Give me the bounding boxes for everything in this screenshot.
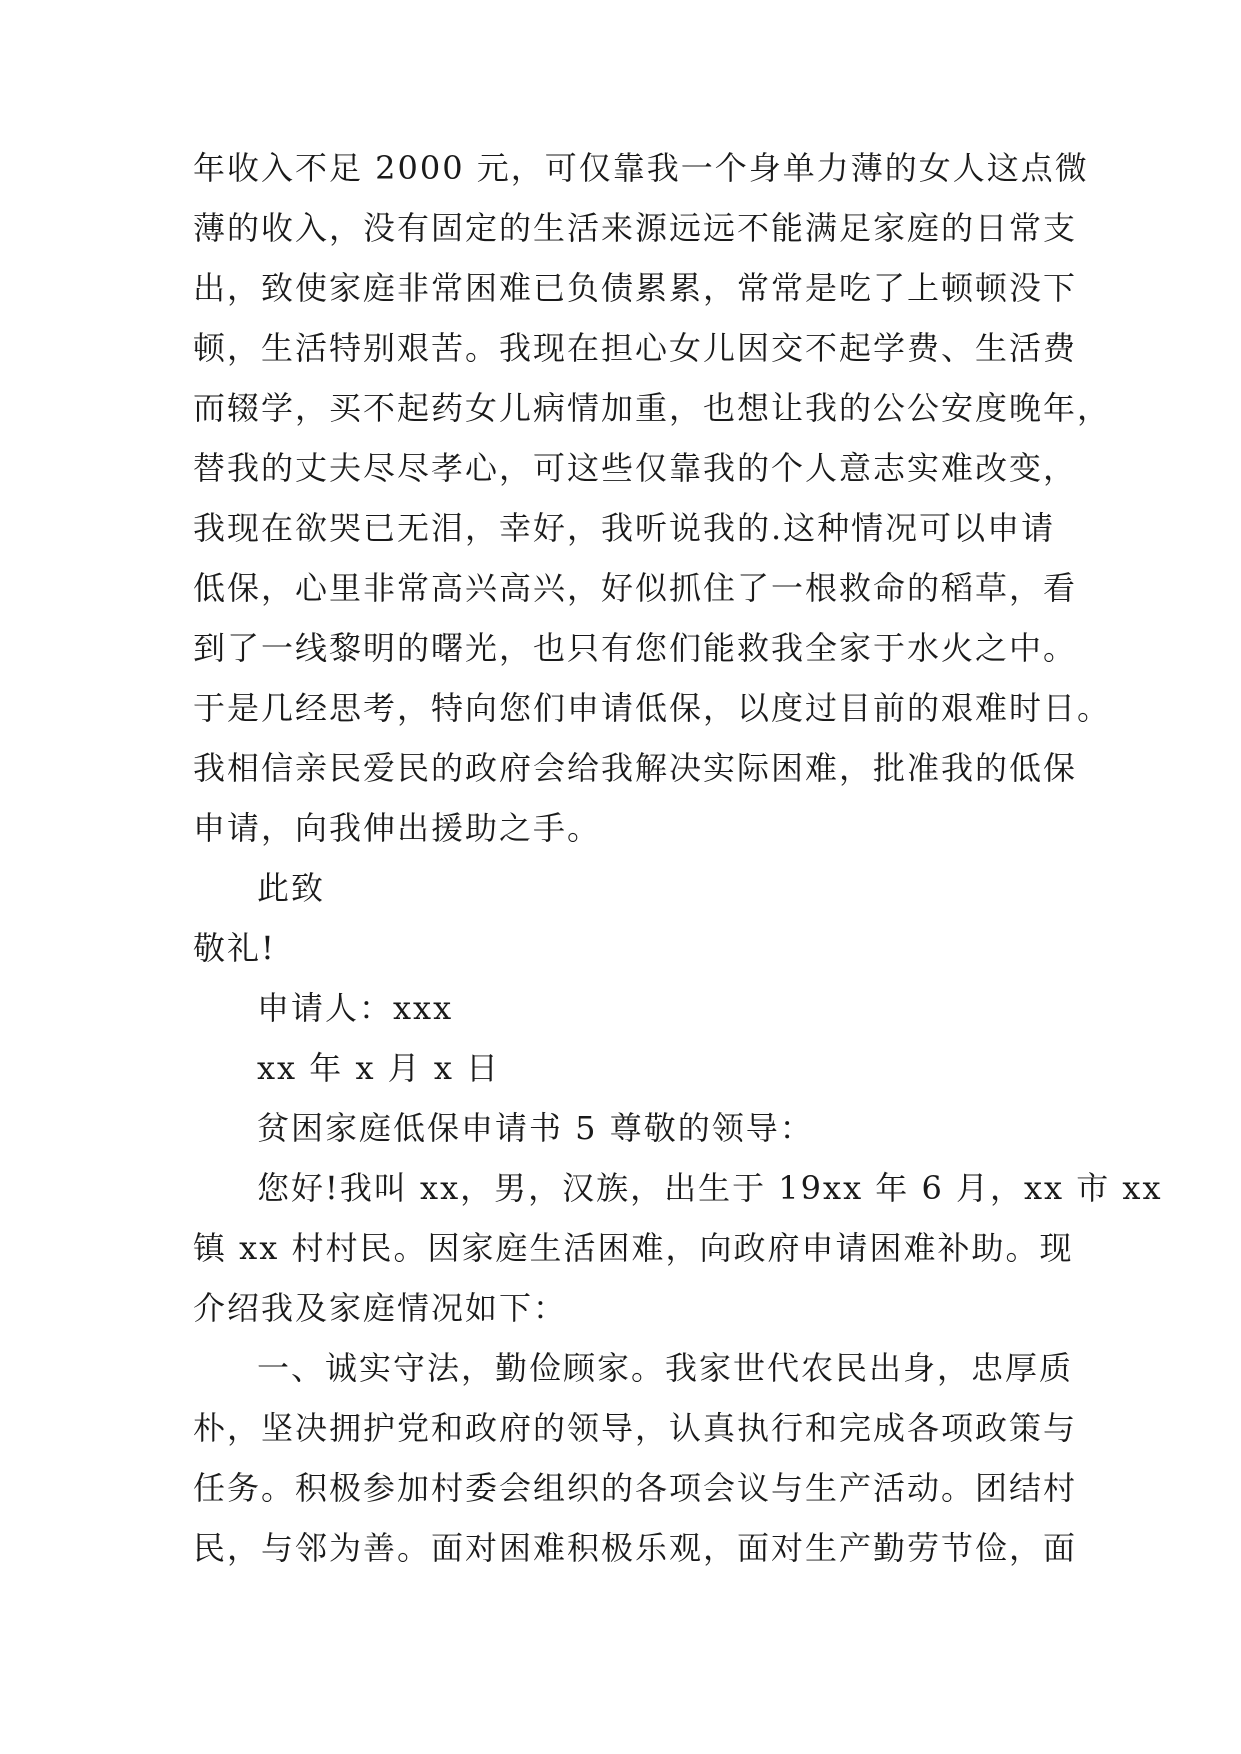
text-line: 申请，向我伸出援助之手。 — [193, 809, 602, 847]
text-line: 顿，生活特别艰苦。我现在担心女儿因交不起学费、生活费 — [193, 329, 1078, 367]
text-line: 介绍我及家庭情况如下： — [193, 1289, 568, 1327]
text-line: 您好!我叫 xx，男，汉族，出生于 19xx 年 6 月，xx 市 xx — [257, 1169, 1163, 1207]
closing-salutation: 此致 — [257, 869, 326, 907]
text-line: 年收入不足 2000 元，可仅靠我一个身单力薄的女人这点微 — [193, 149, 1089, 187]
text-line: 薄的收入，没有固定的生活来源远远不能满足家庭的日常支 — [193, 209, 1078, 247]
applicant-signature: 申请人：xxx — [257, 989, 454, 1027]
section-heading: 贫困家庭低保申请书 5 尊敬的领导： — [257, 1109, 814, 1147]
signature-date: xx 年 x 月 x 日 — [257, 1049, 501, 1087]
closing-regards: 敬礼! — [193, 929, 276, 967]
text-line: 而辍学，买不起药女儿病情加重，也想让我的公公安度晚年， — [193, 389, 1112, 427]
text-line: 于是几经思考，特向您们申请低保，以度过目前的艰难时日。 — [193, 689, 1112, 727]
text-line: 民，与邻为善。面对困难积极乐观，面对生产勤劳节俭，面 — [193, 1529, 1078, 1567]
text-line: 朴，坚决拥护党和政府的领导，认真执行和完成各项政策与 — [193, 1409, 1078, 1447]
text-line: 低保，心里非常高兴高兴，好似抓住了一根救命的稻草，看 — [193, 569, 1078, 607]
text-line: 到了一线黎明的曙光，也只有您们能救我全家于水火之中。 — [193, 629, 1078, 667]
text-line: 一、诚实守法，勤俭顾家。我家世代农民出身，忠厚质 — [257, 1349, 1074, 1387]
text-line: 替我的丈夫尽尽孝心，可这些仅靠我的个人意志实难改变， — [193, 449, 1078, 487]
text-line: 出，致使家庭非常困难已负债累累，常常是吃了上顿顿没下 — [193, 269, 1078, 307]
text-line: 我现在欲哭已无泪，幸好，我听说我的.这种情况可以申请 — [193, 509, 1056, 547]
text-line: 任务。积极参加村委会组织的各项会议与生产活动。团结村 — [193, 1469, 1078, 1507]
text-line: 我相信亲民爱民的政府会给我解决实际困难，批准我的低保 — [193, 749, 1078, 787]
text-line: 镇 xx 村村民。因家庭生活困难，向政府申请困难补助。现 — [193, 1229, 1074, 1267]
